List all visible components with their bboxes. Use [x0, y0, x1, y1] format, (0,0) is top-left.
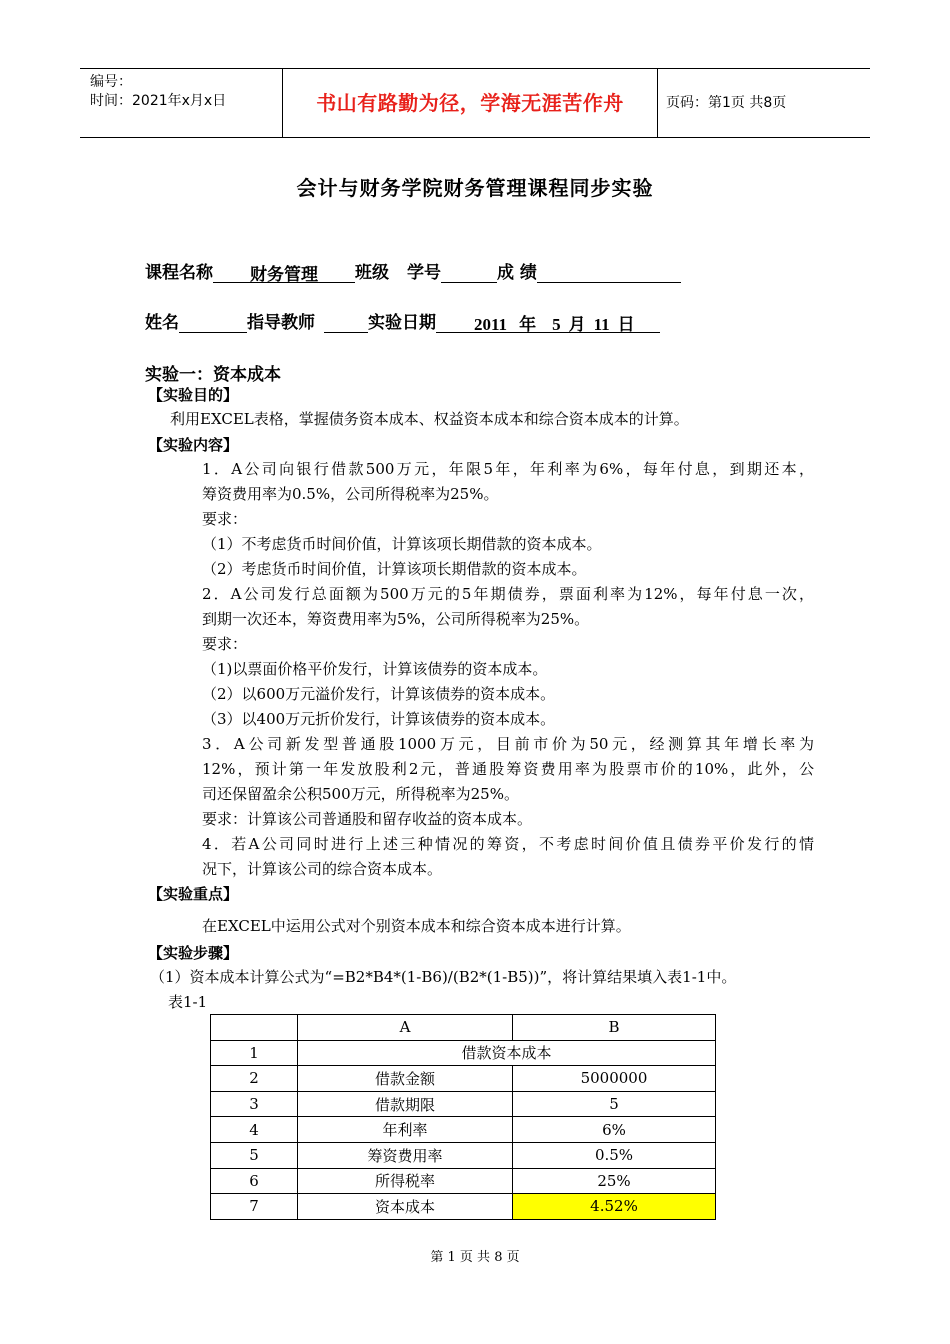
- header-page-info: 页码：第1页 共8页: [666, 95, 787, 111]
- content-line: 况下，计算该公司的综合资本成本。: [202, 860, 443, 878]
- date-month: 5: [552, 315, 561, 334]
- cell-b: 25%: [513, 1168, 716, 1194]
- row-number: 3: [211, 1091, 298, 1117]
- date-year: 2011: [474, 315, 508, 334]
- date-day: 11: [593, 315, 610, 334]
- row-number: 5: [211, 1142, 298, 1168]
- page-title: 会计与财务学院财务管理课程同步实验: [296, 176, 654, 200]
- content-line: （3）以400万元折价发行，计算该债券的资本成本。: [202, 710, 556, 728]
- student-info-line: [145, 308, 660, 333]
- cell-a: 借款金额: [298, 1066, 513, 1092]
- row-number: 1: [211, 1040, 298, 1066]
- cell-a: 年利率: [298, 1117, 513, 1143]
- content-line: 司还保留盈余公积500万元，所得税率为25%。: [202, 785, 519, 803]
- student-id-label: 学号: [407, 263, 441, 283]
- name-blank: [179, 310, 247, 333]
- table-row: [211, 1040, 716, 1066]
- content-heading: 【实验内容】: [148, 436, 239, 454]
- header-left: [80, 69, 282, 137]
- table-row: [211, 1091, 716, 1117]
- content-body: [202, 457, 814, 882]
- teacher-blank: [324, 310, 368, 333]
- cell-b: 0.5%: [513, 1142, 716, 1168]
- date-label: 实验日期: [368, 313, 436, 333]
- date-value: [436, 310, 660, 333]
- page-footer: 第 1 页 共 8 页: [430, 1250, 520, 1265]
- content-line: （1）不考虑货币时间价值，计算该项长期借款的资本成本。: [202, 535, 602, 553]
- table-row: [211, 1142, 716, 1168]
- focus-heading: 【实验重点】: [148, 885, 239, 903]
- content-line: （1)以票面价格平价发行，计算该债券的资本成本。: [202, 660, 548, 678]
- content-line: 要求：计算该公司普通股和留存收益的资本成本。: [202, 810, 533, 828]
- header-motto: 书山有路勤为径，学海无涯苦作舟: [282, 69, 658, 137]
- experiment-title: 实验一：资本成本: [145, 365, 281, 385]
- table-caption: 表1-1: [168, 993, 208, 1011]
- table-row: [211, 1168, 716, 1194]
- row-number: 7: [211, 1194, 298, 1220]
- cell-a: 筹资费用率: [298, 1142, 513, 1168]
- purpose-text: 利用EXCEL表格，掌握债务资本成本、权益资本成本和综合资本成本的计算。: [170, 410, 689, 428]
- class-label: 班级: [355, 263, 389, 283]
- day-label: 日: [617, 315, 635, 335]
- table-corner-cell: [211, 1015, 298, 1041]
- content-line: 要求：: [202, 635, 248, 653]
- cell-a: 借款期限: [298, 1091, 513, 1117]
- time-label: 时间：2021年x月x日: [90, 93, 227, 109]
- capital-cost-table: [210, 1014, 716, 1220]
- table-merged-title: 借款资本成本: [298, 1040, 716, 1066]
- row-number: 6: [211, 1168, 298, 1194]
- cell-b: 6%: [513, 1117, 716, 1143]
- cell-a: 所得税率: [298, 1168, 513, 1194]
- teacher-label: 指导教师: [247, 313, 315, 333]
- steps-text: （1）资本成本计算公式为“=B2*B4*(1-B6)/(B2*(1-B5))”，将计算结果填入表1-1中。: [150, 968, 737, 986]
- content-line: 到期一次还本，筹资费用率为5%，公司所得税率为25%。: [202, 610, 590, 628]
- student-id-blank: [441, 260, 497, 283]
- col-header-b: B: [513, 1015, 716, 1041]
- header-box: [80, 68, 870, 138]
- content-line: 4．若A公司同时进行上述三种情况的筹资，不考虑时间价值且债券平价发行的情: [202, 835, 814, 853]
- course-info-line: [145, 258, 681, 283]
- score-label: 成 绩: [497, 263, 537, 283]
- content-line: 要求：: [202, 510, 248, 528]
- cell-b: 5: [513, 1091, 716, 1117]
- row-number: 4: [211, 1117, 298, 1143]
- table-row: [211, 1194, 716, 1220]
- table-row: [211, 1066, 716, 1092]
- content-line: 2．A公司发行总面额为500万元的5年期债券，票面利率为12%，每年付息一次，: [202, 585, 814, 603]
- content-line: （2）考虑货币时间价值，计算该项长期借款的资本成本。: [202, 560, 587, 578]
- cell-a: 资本成本: [298, 1194, 513, 1220]
- table-header-row: [211, 1015, 716, 1041]
- number-label: 编号：: [90, 74, 132, 90]
- content-line: 12%，预计第一年发放股利2元，普通股筹资费用率为股票市价的10%，此外，公: [202, 760, 814, 778]
- name-label: 姓名: [145, 313, 179, 333]
- focus-text: 在EXCEL中运用公式对个别资本成本和综合资本成本进行计算。: [202, 917, 631, 935]
- row-number: 2: [211, 1066, 298, 1092]
- month-label: 月: [568, 315, 586, 335]
- cell-b: 5000000: [513, 1066, 716, 1092]
- col-header-a: A: [298, 1015, 513, 1041]
- content-line: 1．A公司向银行借款500万元，年限5年，年利率为6%，每年付息，到期还本，: [202, 460, 814, 478]
- capital-cost-result-cell: 4.52%: [513, 1194, 716, 1220]
- content-line: 3．A公司新发型普通股1000万元，目前市价为50元，经测算其年增长率为: [202, 735, 814, 753]
- steps-heading: 【实验步骤】: [148, 944, 239, 962]
- purpose-heading: 【实验目的】: [148, 386, 239, 404]
- score-blank: [537, 260, 681, 283]
- year-label: 年: [519, 315, 537, 335]
- content-line: 筹资费用率为0.5%，公司所得税率为25%。: [202, 485, 499, 503]
- content-line: （2）以600万元溢价发行，计算该债券的资本成本。: [202, 685, 556, 703]
- course-label: 课程名称: [145, 263, 213, 283]
- table-row: [211, 1117, 716, 1143]
- course-value: 财务管理: [213, 260, 355, 283]
